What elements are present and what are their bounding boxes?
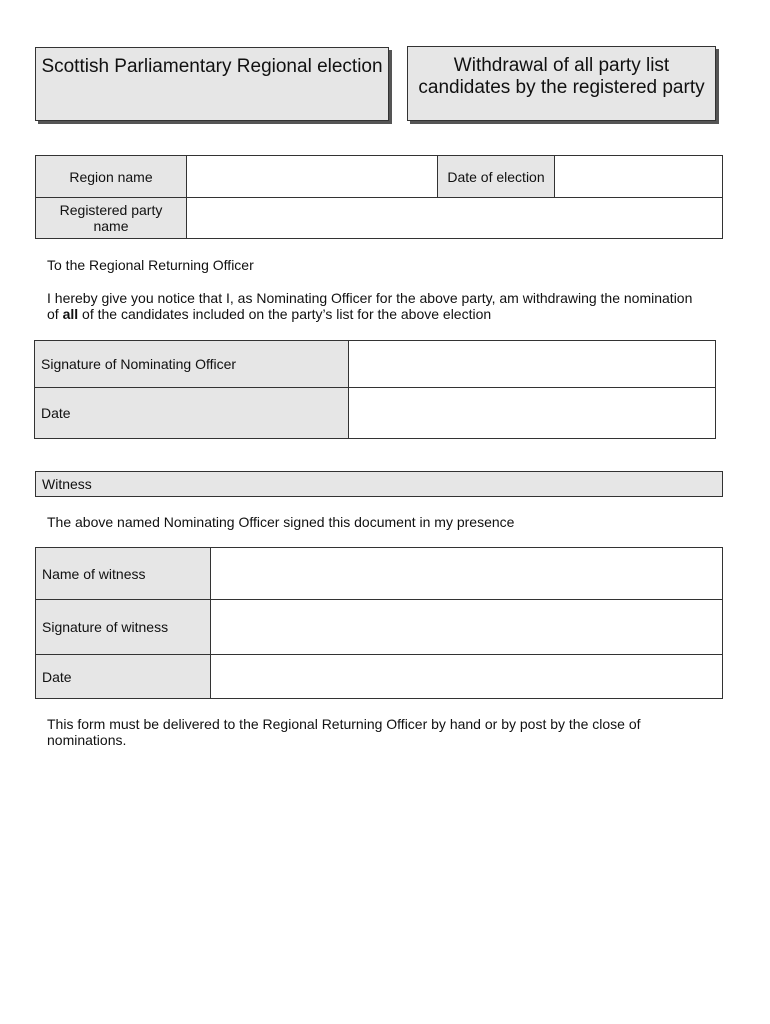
notice-emphasis: all — [62, 306, 79, 322]
region-name-label: Region name — [36, 156, 187, 198]
officer-date-label: Date — [35, 388, 349, 439]
form-title-text: Withdrawal of all party list candidates by the registered party — [418, 55, 705, 98]
registered-party-name-field[interactable] — [187, 198, 723, 239]
witness-name-field[interactable] — [211, 548, 723, 600]
delivery-note: This form must be delivered to the Regional Returning Officer by hand or by post by the close of nominations. — [47, 716, 641, 748]
witness-signature-label: Signature of witness — [36, 600, 211, 655]
nominating-officer-signature-field[interactable] — [349, 341, 716, 388]
officer-signature-table — [34, 340, 716, 439]
notice-text-before: I hereby give you notice that I, as Nominating Officer for the above party, am withdrawing the nomination of — [47, 290, 693, 322]
date-of-election-label: Date of election — [438, 156, 555, 198]
registered-party-name-label: Registered party name — [36, 198, 187, 239]
details-table — [35, 155, 723, 239]
form-title-heading — [407, 46, 716, 121]
officer-date-field[interactable] — [349, 388, 716, 439]
witness-table — [35, 547, 723, 699]
witness-name-label: Name of witness — [36, 548, 211, 600]
date-of-election-field[interactable] — [555, 156, 723, 198]
addressee: To the Regional Returning Officer — [47, 257, 254, 273]
region-name-field[interactable] — [187, 156, 438, 198]
withdrawal-notice — [47, 290, 707, 322]
election-type-text: Scottish Parliamentary Regional election — [41, 56, 383, 77]
nominating-officer-signature-label: Signature of Nominating Officer — [35, 341, 349, 388]
election-type-heading — [35, 47, 389, 121]
notice-text-after: of the candidates included on the party’s list for the above election — [78, 306, 492, 322]
witness-heading: Witness — [35, 471, 723, 497]
witness-date-field[interactable] — [211, 655, 723, 699]
witness-date-label: Date — [36, 655, 211, 699]
witness-signature-field[interactable] — [211, 600, 723, 655]
witness-statement: The above named Nominating Officer signed this document in my presence — [47, 514, 515, 530]
